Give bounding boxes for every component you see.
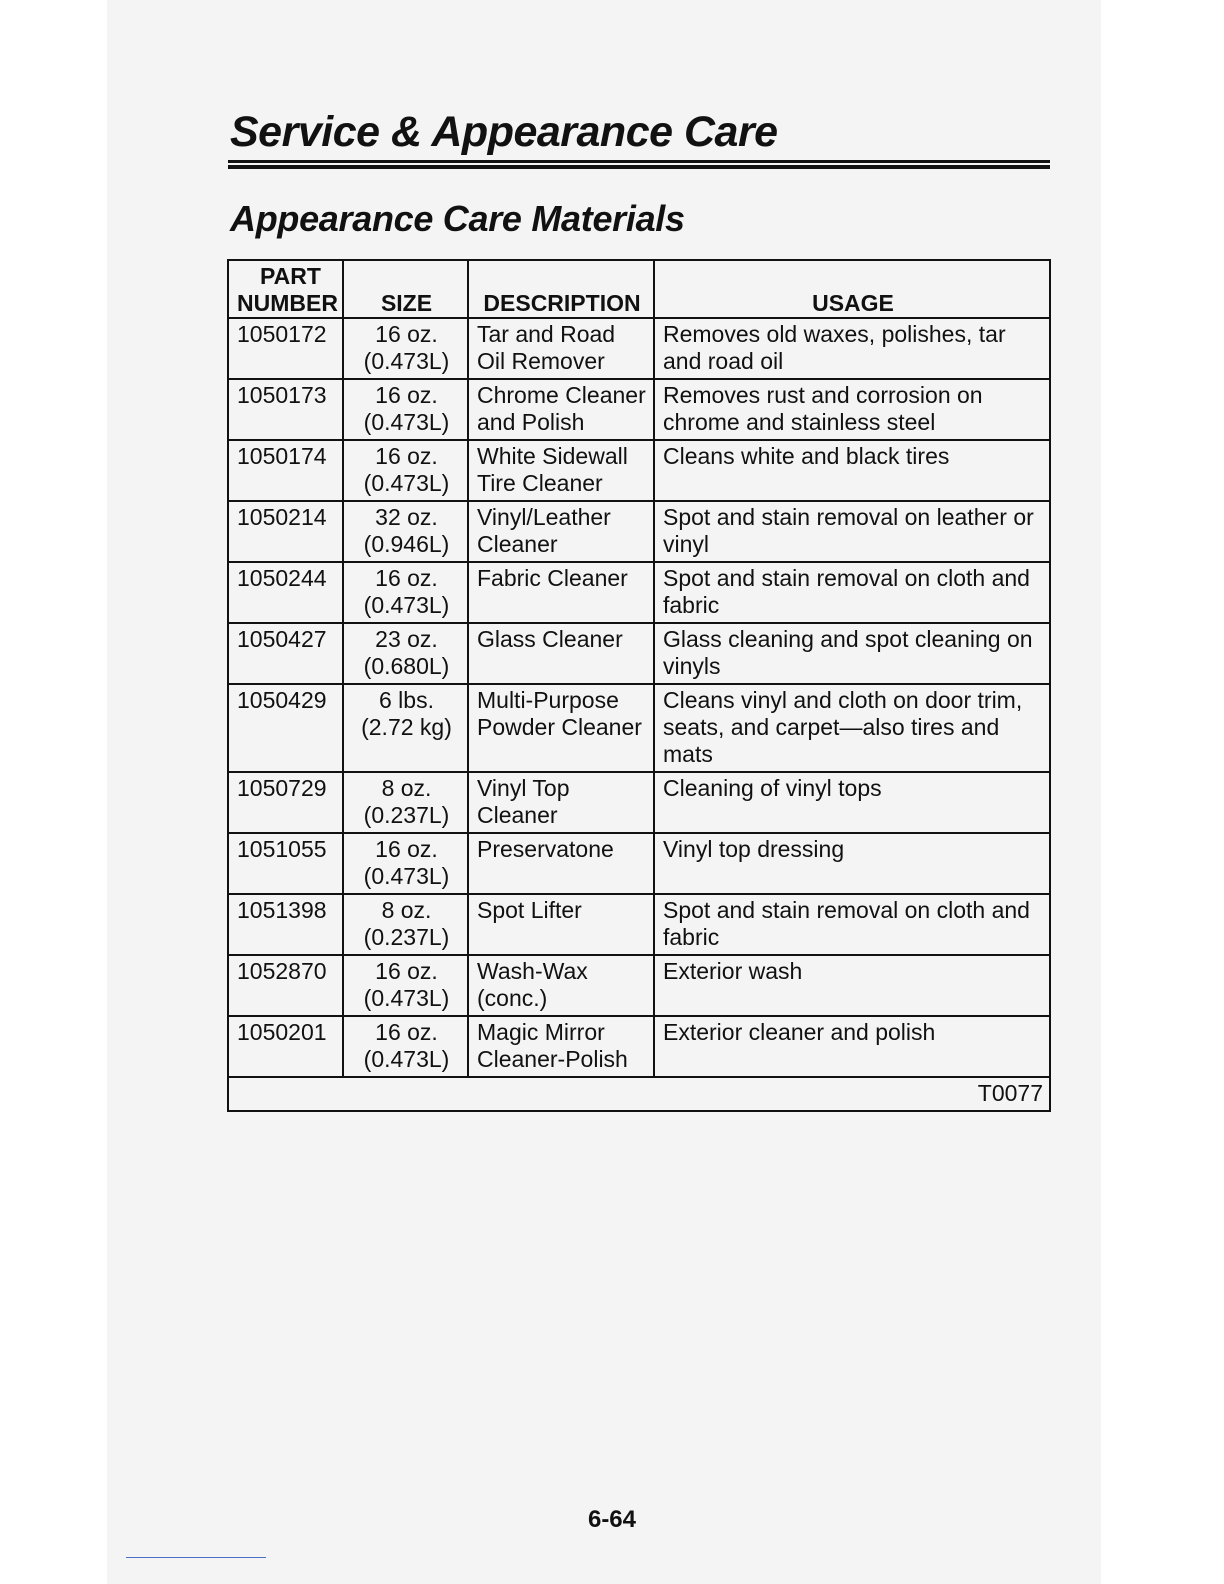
usage-cell: Spot and stain removal on leather or vinyl xyxy=(654,501,1050,562)
table-row xyxy=(228,440,1050,501)
size-cell xyxy=(343,1016,468,1077)
size-metric: (0.473L) xyxy=(363,470,450,496)
usage-cell: Vinyl top dressing xyxy=(654,833,1050,894)
part-number-cell: 1050174 xyxy=(228,440,343,501)
size-metric: (0.473L) xyxy=(363,863,450,889)
size-oz: 16 oz. xyxy=(375,565,438,591)
usage-cell: Cleans white and black tires xyxy=(654,440,1050,501)
table-header-row xyxy=(228,260,1050,318)
description-line1: Magic Mirror xyxy=(477,1019,605,1045)
part-number-cell: 1050214 xyxy=(228,501,343,562)
usage-cell: Removes old waxes, polishes, tar and road oil xyxy=(654,318,1050,379)
header-part-number xyxy=(228,260,343,318)
size-oz: 16 oz. xyxy=(375,836,438,862)
size-cell xyxy=(343,955,468,1016)
size-cell xyxy=(343,440,468,501)
description-line1: Vinyl/Leather xyxy=(477,504,611,530)
description-cell xyxy=(468,501,654,562)
description-cell xyxy=(468,318,654,379)
size-oz: 23 oz. xyxy=(375,626,438,652)
part-number-cell: 1052870 xyxy=(228,955,343,1016)
description-line1: Preservatone xyxy=(477,836,614,862)
figure-code: T0077 xyxy=(228,1077,1050,1111)
table-row xyxy=(228,955,1050,1016)
part-number-cell: 1050172 xyxy=(228,318,343,379)
size-oz: 16 oz. xyxy=(375,443,438,469)
size-metric: (2.72 kg) xyxy=(361,714,452,740)
description-line1: Fabric Cleaner xyxy=(477,565,628,591)
description-line1: Chrome Cleaner xyxy=(477,382,646,408)
description-cell xyxy=(468,772,654,833)
table-row xyxy=(228,833,1050,894)
description-line2: Oil Remover xyxy=(477,348,605,374)
usage-cell: Exterior cleaner and polish xyxy=(654,1016,1050,1077)
description-line1: Glass Cleaner xyxy=(477,626,623,652)
size-cell xyxy=(343,562,468,623)
size-metric: (0.473L) xyxy=(363,348,450,374)
table-row xyxy=(228,318,1050,379)
description-cell xyxy=(468,1016,654,1077)
size-cell xyxy=(343,501,468,562)
size-oz: 8 oz. xyxy=(381,775,432,801)
table-row xyxy=(228,562,1050,623)
part-number-cell: 1050173 xyxy=(228,379,343,440)
description-line2: Cleaner xyxy=(477,531,558,557)
size-metric: (0.237L) xyxy=(363,802,450,828)
part-number-cell: 1050427 xyxy=(228,623,343,684)
header-usage: USAGE xyxy=(654,260,1050,318)
size-cell xyxy=(343,684,468,772)
page-number: 6-64 xyxy=(587,1506,637,1533)
description-line1: White Sidewall xyxy=(477,443,628,469)
description-line1: Spot Lifter xyxy=(477,897,582,923)
size-metric: (0.237L) xyxy=(363,924,450,950)
description-cell xyxy=(468,623,654,684)
part-number-cell: 1051398 xyxy=(228,894,343,955)
table-row xyxy=(228,894,1050,955)
size-cell xyxy=(343,772,468,833)
usage-cell: Removes rust and corrosion on chrome and stainless steel xyxy=(654,379,1050,440)
size-cell xyxy=(343,833,468,894)
description-line2: Cleaner-Polish xyxy=(477,1046,628,1072)
size-metric: (0.473L) xyxy=(363,409,450,435)
part-number-cell: 1050429 xyxy=(228,684,343,772)
size-cell xyxy=(343,894,468,955)
size-metric: (0.473L) xyxy=(363,985,450,1011)
part-number-cell: 1050201 xyxy=(228,1016,343,1077)
description-cell xyxy=(468,379,654,440)
size-cell xyxy=(343,623,468,684)
header-part-line2: NUMBER xyxy=(237,290,338,316)
usage-cell: Cleaning of vinyl tops xyxy=(654,772,1050,833)
description-line1: Wash-Wax xyxy=(477,958,588,984)
usage-cell: Spot and stain removal on cloth and fabric xyxy=(654,894,1050,955)
table-row xyxy=(228,623,1050,684)
size-oz: 8 oz. xyxy=(381,897,432,923)
header-rule xyxy=(228,160,1050,169)
description-line1: Tar and Road xyxy=(477,321,616,347)
description-cell xyxy=(468,955,654,1016)
description-cell xyxy=(468,562,654,623)
description-cell xyxy=(468,440,654,501)
part-number-cell: 1051055 xyxy=(228,833,343,894)
chapter-title: Service & Appearance Care xyxy=(230,108,778,156)
description-line1: Multi-Purpose xyxy=(477,687,619,713)
table-row xyxy=(228,379,1050,440)
description-line1: Vinyl Top xyxy=(477,775,570,801)
size-oz: 16 oz. xyxy=(375,1019,438,1045)
size-oz: 32 oz. xyxy=(375,504,438,530)
footer-link-underline xyxy=(126,1557,266,1558)
usage-cell: Cleans vinyl and cloth on door trim, seats, and carpet—also tires and mats xyxy=(654,684,1050,772)
size-metric: (0.680L) xyxy=(363,653,450,679)
header-description: DESCRIPTION xyxy=(468,260,654,318)
size-cell xyxy=(343,318,468,379)
section-title: Appearance Care Materials xyxy=(230,198,685,239)
size-metric: (0.946L) xyxy=(363,531,450,557)
size-oz: 16 oz. xyxy=(375,321,438,347)
size-oz: 16 oz. xyxy=(375,958,438,984)
header-part-line1: PART xyxy=(260,263,321,289)
size-metric: (0.473L) xyxy=(363,1046,450,1072)
size-oz: 16 oz. xyxy=(375,382,438,408)
usage-cell: Spot and stain removal on cloth and fabric xyxy=(654,562,1050,623)
table-row xyxy=(228,772,1050,833)
figure-code-row xyxy=(228,1077,1050,1111)
materials-table xyxy=(227,259,1051,1112)
part-number-cell: 1050244 xyxy=(228,562,343,623)
description-cell xyxy=(468,684,654,772)
table-row xyxy=(228,501,1050,562)
description-line2: Cleaner xyxy=(477,802,558,828)
description-cell xyxy=(468,894,654,955)
part-number-cell: 1050729 xyxy=(228,772,343,833)
description-cell xyxy=(468,833,654,894)
usage-cell: Exterior wash xyxy=(654,955,1050,1016)
size-cell xyxy=(343,379,468,440)
table-row xyxy=(228,684,1050,772)
size-oz: 6 lbs. xyxy=(379,687,434,713)
description-line2: (conc.) xyxy=(477,985,548,1011)
description-line2: Tire Cleaner xyxy=(477,470,603,496)
usage-cell: Glass cleaning and spot cleaning on vinyls xyxy=(654,623,1050,684)
table-row xyxy=(228,1016,1050,1077)
size-metric: (0.473L) xyxy=(363,592,450,618)
description-line2: and Polish xyxy=(477,409,585,435)
description-line2: Powder Cleaner xyxy=(477,714,642,740)
header-size: SIZE xyxy=(343,260,468,318)
